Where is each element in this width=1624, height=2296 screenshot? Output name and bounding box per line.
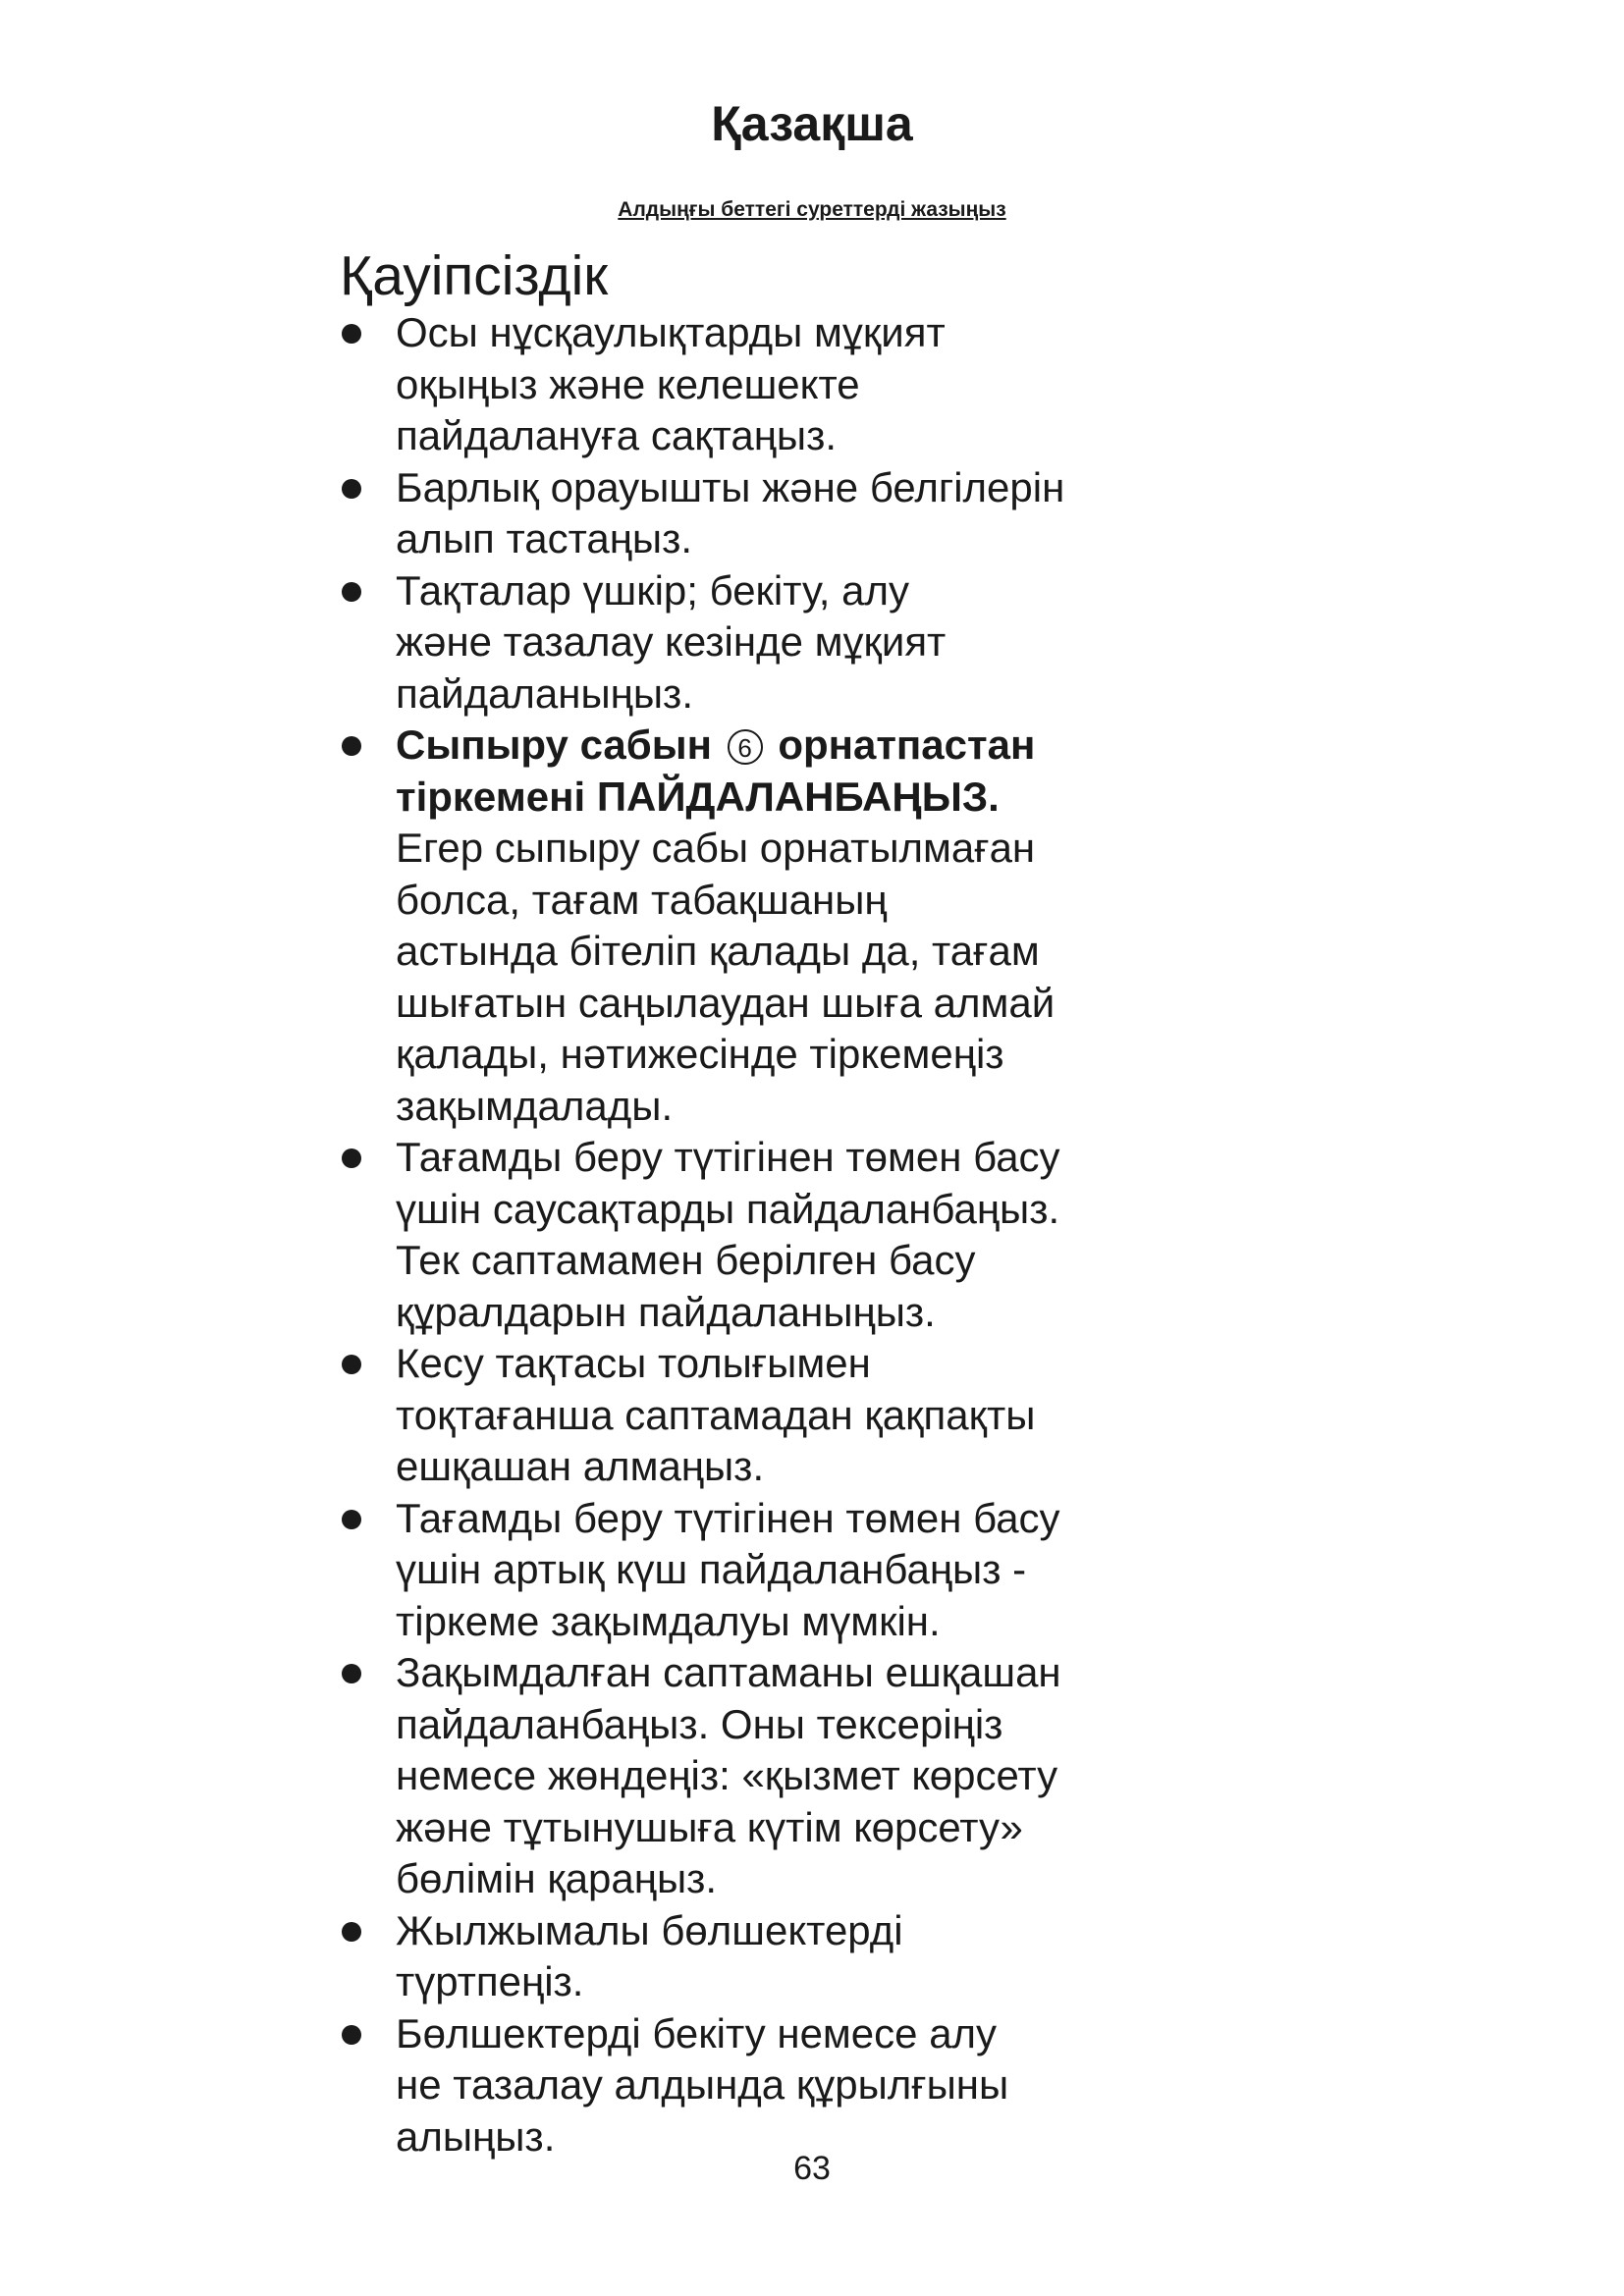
list-item-text: Зақымдалған саптаманы ешқашан пайдаланбаңыз. Оны тексеріңіз немесе жөндеңіз: «қызмет көрсету және тұтынушыға күтім көрсету» бөлімін қараңыз. <box>396 1649 1061 1901</box>
warning-text-before: Сыпыру сабын <box>396 721 712 768</box>
list-item-warning <box>340 720 1282 1132</box>
list-item <box>340 1647 1282 1905</box>
bullet-icon <box>342 1355 361 1374</box>
section-heading-safety: Қауіпсіздік <box>340 244 609 307</box>
list-item-text: Осы нұсқаулықтарды мұқият оқыңыз және келешекте пайдалануға сақтаңыз. <box>396 309 946 458</box>
list-item-text: Бөлшектерді бекіту немесе алу не тазалау алдында құрылғыны алыңыз. <box>396 2009 1009 2160</box>
bullet-icon <box>342 1510 361 1529</box>
list-item <box>340 565 1282 721</box>
page-number: 63 <box>793 2150 831 2187</box>
list-item <box>340 1132 1282 1338</box>
list-item-text: Кесу тақтасы толығымен тоқтағанша саптамадан қақпақты ешқашан алмаңыз. <box>396 1340 1036 1489</box>
list-item <box>340 462 1282 565</box>
list-item <box>340 1493 1282 1648</box>
list-item <box>340 307 1282 462</box>
part-reference-number: 6 <box>728 729 763 765</box>
list-item-text: Тағамды беру түтігінен төмен басу үшін артық күш пайдаланбаңыз - тіркеме зақымдалуы мүмкін. <box>396 1494 1060 1644</box>
list-item <box>340 1338 1282 1493</box>
page-title: Қазақша <box>711 96 913 151</box>
bullet-icon <box>342 582 361 602</box>
bullet-icon <box>342 2025 361 2045</box>
warning-line-1 <box>396 720 1282 772</box>
illustration-instruction: Алдыңғы беттегі суреттерді жазыңыз <box>618 198 1006 221</box>
list-item-text: Егер сыпыру сабы орнатылмаған болса, тағам табақшаның астында бітеліп қалады да, тағам шығатын саңылаудан шыға алмай қалады, нәтижесінде тіркемеңіз зақымдалады. <box>396 825 1056 1129</box>
warning-text-after: орнатпастан <box>778 721 1036 768</box>
list-item-text: Тағамды беру түтігінен төмен басу үшін саусақтарды пайдаланбаңыз. Тек саптамамен берілген басу құралдарын пайдаланыңыз. <box>396 1134 1060 1335</box>
bullet-icon <box>342 1148 361 1168</box>
bullet-icon <box>342 1922 361 1942</box>
list-item-text: Жылжымалы бөлшектерді түртпеңіз. <box>396 1906 903 2004</box>
list-item <box>340 2008 1282 2163</box>
safety-list <box>340 307 1282 2163</box>
list-item <box>340 1905 1282 2008</box>
bullet-icon <box>342 736 361 756</box>
list-item-text: Барлық орауышты және белгілерін алып тастаңыз. <box>396 463 1065 561</box>
list-item-text: Тақталар үшкір; бекіту, алу және тазалау кезінде мұқият пайдаланыңыз. <box>396 566 947 717</box>
bullet-icon <box>342 324 361 344</box>
bullet-icon <box>342 479 361 499</box>
bullet-icon <box>342 1664 361 1683</box>
warning-line-2: тіркемені ПАЙДАЛАНБАҢЫЗ. <box>396 773 1000 820</box>
